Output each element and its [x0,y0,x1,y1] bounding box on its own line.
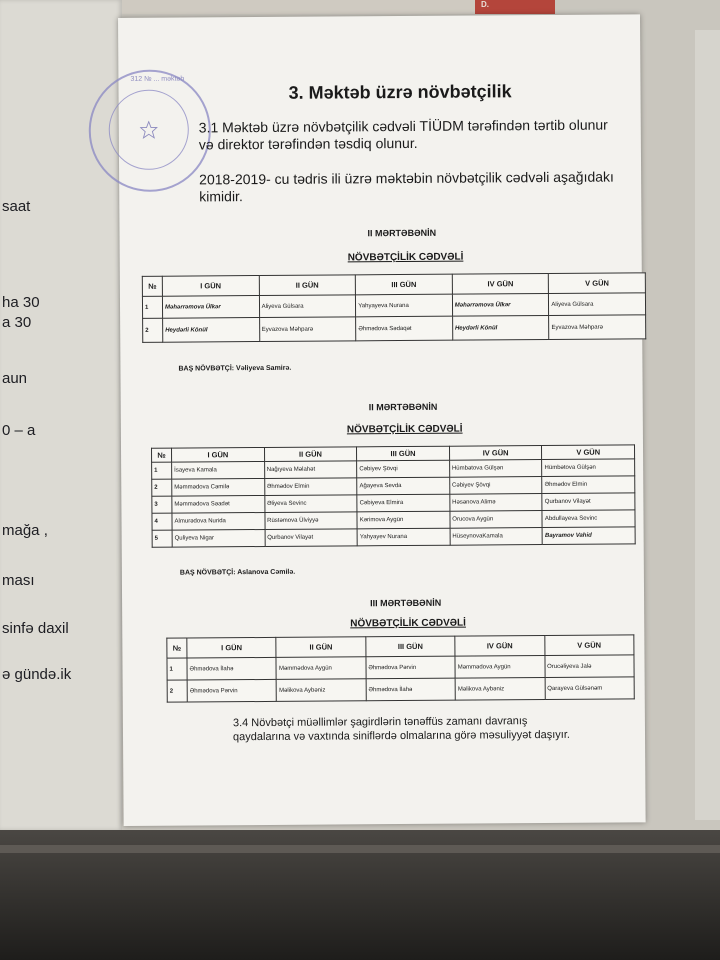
left-fragment: 0 – a [2,422,36,439]
table-cell: Əhmədov Elmin [264,478,357,496]
right-neighbor-sheet [695,30,720,820]
table-cell: Aliyeva Gülsara [549,293,646,316]
column-header: I GÜN [162,276,259,297]
column-header: III GÜN [357,446,450,461]
table-cell: Hümbətova Gülşən [449,460,542,478]
row-number: 1 [152,462,172,479]
left-fragment: ə gündə.ik [2,666,72,683]
row-number: 3 [152,496,172,513]
chief-duty-2: BAŞ NÖVBƏTÇİ: Aslanova Cəmilə. [179,568,296,577]
table-cell: Qarayeva Gülsənəm [545,677,635,700]
board-bottom-frame [0,830,720,960]
table-cell: Məmmədova Aygün [276,657,366,680]
section-title: 3. Məktəb üzrə növbətçilik [288,81,512,103]
table-cell: İsayeva Kamala [172,461,265,479]
table-cell: Rüstəmova Ülviyyə [265,512,358,530]
table-cell: Eyvazova Məhparə [549,315,646,340]
row-number: 4 [152,513,172,530]
column-header: II GÜN [259,275,356,296]
column-header: III GÜN [366,636,456,657]
column-header: V GÜN [549,273,646,294]
table-cell: Əhmədov Elmin [542,476,635,494]
floor-title-3: III MƏRTƏBƏNİN [370,597,442,609]
table-cell: Əhmədova Sədaqət [356,316,453,341]
floor-title-2: II MƏRTƏBƏNİN [368,401,438,413]
table-cell: Həsənova Alimə [450,494,543,512]
stamp-text: 312 № ... məktəb [130,75,185,83]
table-cell: Nağıyeva Məlahət [264,461,357,479]
row-number: 2 [143,318,163,342]
paragraph-3-1-line-1: 3.1 Məktəb üzrə növbətçilik cədvəli TİÜDM tərəfindən tərtib olunur [198,116,608,136]
document-page [118,14,646,826]
table-cell: Məmmədova Cəmilə [172,478,265,496]
duty-table-3 [166,634,634,702]
table-cell: Almurədova Nurida [172,512,265,530]
table-cell: Orucəliyeva Jalə [545,655,635,678]
table-cell: Cəbiyev Şövqi [357,460,450,478]
row-number: 2 [152,479,172,496]
table-cell: Hümbətova Gülşən [542,459,635,477]
column-header: V GÜN [544,635,634,656]
table-cell: Əhmədova Pərvin [366,656,456,679]
column-header: V GÜN [542,445,635,460]
left-fragment: sinfə daxil [2,620,69,637]
star-emblem-icon [140,121,158,139]
column-header: II GÜN [264,447,357,462]
duty-table-1 [142,272,646,343]
table-cell: Məmmədova Səadət [172,495,265,513]
table-cell: Quliyeva Nigar [172,529,265,547]
table-cell: HüseynovaKamala [450,528,543,546]
table-cell: Kərimova Aygün [357,511,450,529]
column-header: II GÜN [276,637,366,658]
left-fragment: saat [2,198,31,215]
table-title-2: NÖVBƏTÇİLİK CƏDVƏLİ [346,423,463,436]
table-cell: Əhmədova İlahə [187,657,277,680]
column-header: IV GÜN [452,273,549,294]
table-cell: Cəbiyev Şövqi [449,477,542,495]
paragraph-year-line-1: 2018-2019- cu tədris ili üzrə məktəbin növbətçilik cədvəli aşağıdakı [199,168,614,188]
table-cell: Aliyeva Gülsara [259,295,356,318]
row-number: 2 [167,680,187,702]
top-paper-edge [95,0,505,14]
chief-duty-1: BAŞ NÖVBƏTÇİ: Vəliyeva Samirə. [178,364,292,373]
table-cell: Yahyayev Nurana [357,528,450,546]
table-row [152,527,635,547]
row-number: 5 [152,530,172,547]
table-cell: Əhmədova İlahə [366,678,456,701]
top-red-label [475,0,555,14]
duty-table-2 [151,444,636,547]
top-fragment: D. [481,0,489,9]
table-cell: Əliyeva Sevinc [264,495,357,513]
table-cell: Əhmədova Pərvin [187,679,277,702]
table-cell: Məlikova Aybəniz [455,678,545,701]
paragraph-3-4-line-1: 3.4 Növbətçi müəllimlər şagirdlərin tənəffüs zamanı davranış [232,715,528,730]
table-cell: Məmmədova Aygün [455,656,545,679]
table-cell: Heydərli Könül [163,318,260,343]
column-header: IV GÜN [455,636,545,657]
table-cell: Orucova Aygün [450,511,543,529]
left-fragment: a 30 [2,314,32,331]
paragraph-3-4-line-2: qaydalarına və vaxtında siniflərdə olmalarına görə məsuliyyət daşıyır. [232,728,570,744]
table-cell: Məhərrəmova Ülkər [162,296,259,319]
table-cell: Yahyayeva Nurana [356,294,453,317]
column-header: № [152,448,172,462]
floor-title-1: II MƏRTƏBƏNİN [367,227,437,239]
table-cell: Eyvazova Məhparə [259,317,356,342]
table-cell: Qurbanov Vilayət [265,529,358,547]
table-title-1: NÖVBƏTÇİLİK CƏDVƏLİ [347,251,464,264]
official-stamp [88,69,211,192]
column-header: № [167,638,187,658]
table-cell: Ağayeva Sevda [357,477,450,495]
table-cell: Heydərli Könül [452,315,549,340]
column-header: III GÜN [355,274,452,295]
column-header: IV GÜN [449,446,542,461]
left-fragment: aun [2,370,28,387]
table-cell: Məlikova Aybəniz [277,679,367,702]
table-row [167,655,634,680]
table-cell: Bayramov Vahid [542,527,635,545]
table-cell: Qurbanov Vilayət [542,493,635,511]
paragraph-year-line-2: kimidir. [199,188,243,205]
left-fragment: ha 30 [2,294,40,311]
column-header: № [142,276,162,296]
table-row [143,315,646,343]
table-cell: Cəbiyeva Elmira [357,494,450,512]
column-header: I GÜN [187,637,277,658]
paragraph-3-1-line-2: və direktor tərəfindən təsdiq olunur. [198,134,418,153]
table-cell: Məhərrəmova Ülkər [452,293,549,316]
left-fragment: ması [2,572,35,589]
row-number: 1 [167,658,187,680]
table-row [167,677,634,702]
table-cell: Abdullayeva Sevinc [542,510,635,528]
table-title-3: NÖVBƏTÇİLİK CƏDVƏLİ [350,617,466,630]
column-header: I GÜN [172,447,265,462]
left-fragment: mağa , [2,522,48,539]
row-number: 1 [142,296,162,318]
